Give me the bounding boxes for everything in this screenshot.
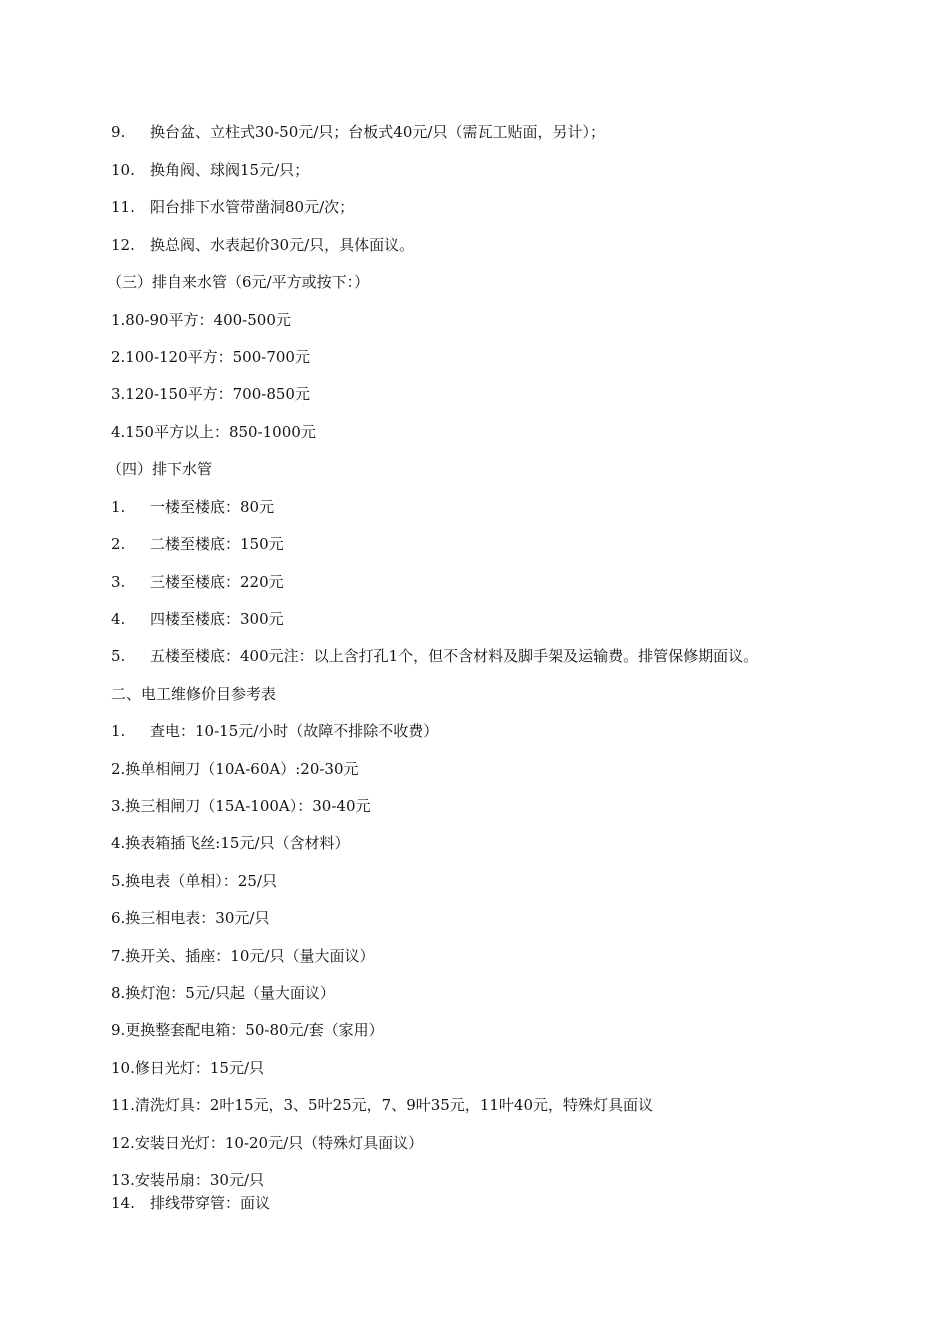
item-text: 换总阀、水表起价30元/只，具体面议。 — [150, 236, 415, 254]
item-number: 1. — [111, 498, 126, 516]
item-number: 10. — [111, 161, 135, 179]
list-item — [111, 497, 274, 517]
item-text: 一楼至楼底：80元 — [150, 498, 275, 516]
item-text: 排线带穿管：面议 — [150, 1194, 271, 1212]
item-number: 12. — [111, 236, 135, 254]
list-item: 10.修日光灯：15元/只 — [111, 1059, 264, 1077]
list-item: 3.换三相闸刀（15A-100A）：30-40元 — [111, 797, 371, 815]
list-item: 8.换灯泡：5元/只起（量大面议） — [111, 984, 335, 1002]
list-item: 1.80-90平方：400-500元 — [111, 311, 291, 329]
section-heading: （四）排下水管 — [107, 460, 213, 478]
item-number: 9. — [111, 123, 126, 141]
list-item — [111, 122, 605, 142]
item-number: 5. — [111, 647, 126, 665]
list-item: 4.换表箱插飞丝:15元/只（含材料） — [111, 834, 350, 852]
item-number: 2. — [111, 535, 126, 553]
item-text: 阳台排下水管带凿洞80元/次； — [150, 198, 355, 216]
item-number: 1. — [111, 722, 126, 740]
list-item — [111, 721, 438, 741]
list-item: 11.清洗灯具：2叶15元，3、5叶25元，7、9叶35元，11叶40元，特殊灯具面议 — [111, 1096, 654, 1114]
section-heading: 二、电工维修价目参考表 — [111, 685, 277, 703]
list-item: 5.换电表（单相）：25/只 — [111, 872, 277, 890]
item-number: 3. — [111, 573, 126, 591]
list-item — [111, 646, 758, 666]
list-item — [111, 572, 284, 592]
item-text: 五楼至楼底：400元注：以上含打孔1个，但不含材料及脚手架及运输费。排管保修期面议。 — [150, 647, 759, 665]
section-heading: （三）排自来水管（6元/平方或按下：） — [107, 273, 370, 291]
list-item: 4.150平方以上：850-1000元 — [111, 423, 316, 441]
item-text: 查电：10-15元/小时（故障不排除不收费） — [150, 722, 439, 740]
item-text: 二楼至楼底：150元 — [150, 535, 284, 553]
list-item — [111, 197, 354, 217]
list-item — [111, 609, 284, 629]
item-number: 4. — [111, 610, 126, 628]
item-number: 11. — [111, 198, 135, 216]
list-item: 6.换三相电表：30元/只 — [111, 909, 270, 927]
list-item — [111, 534, 284, 554]
list-item: 12.安装日光灯：10-20元/只（特殊灯具面议） — [111, 1134, 424, 1152]
item-text: 四楼至楼底：300元 — [150, 610, 284, 628]
list-item: 3.120-150平方：700-850元 — [111, 385, 310, 403]
list-item: 9.更换整套配电箱：50-80元/套（家用） — [111, 1021, 384, 1039]
list-item: 2.100-120平方：500-700元 — [111, 348, 310, 366]
list-item: 7.换开关、插座：10元/只（量大面议） — [111, 947, 375, 965]
item-number: 14. — [111, 1194, 135, 1212]
item-text: 换角阀、球阀15元/只； — [150, 161, 310, 179]
item-text: 三楼至楼底：220元 — [150, 573, 284, 591]
item-text: 换台盆、立柱式30-50元/只；台板式40元/只（需瓦工贴面，另计）； — [150, 123, 605, 141]
list-item: 2.换单相闸刀（10A-60A）:20-30元 — [111, 760, 359, 778]
list-item — [111, 1193, 270, 1213]
list-item — [111, 235, 414, 255]
list-item — [111, 160, 309, 180]
list-item: 13.安装吊扇：30元/只 — [111, 1171, 264, 1189]
